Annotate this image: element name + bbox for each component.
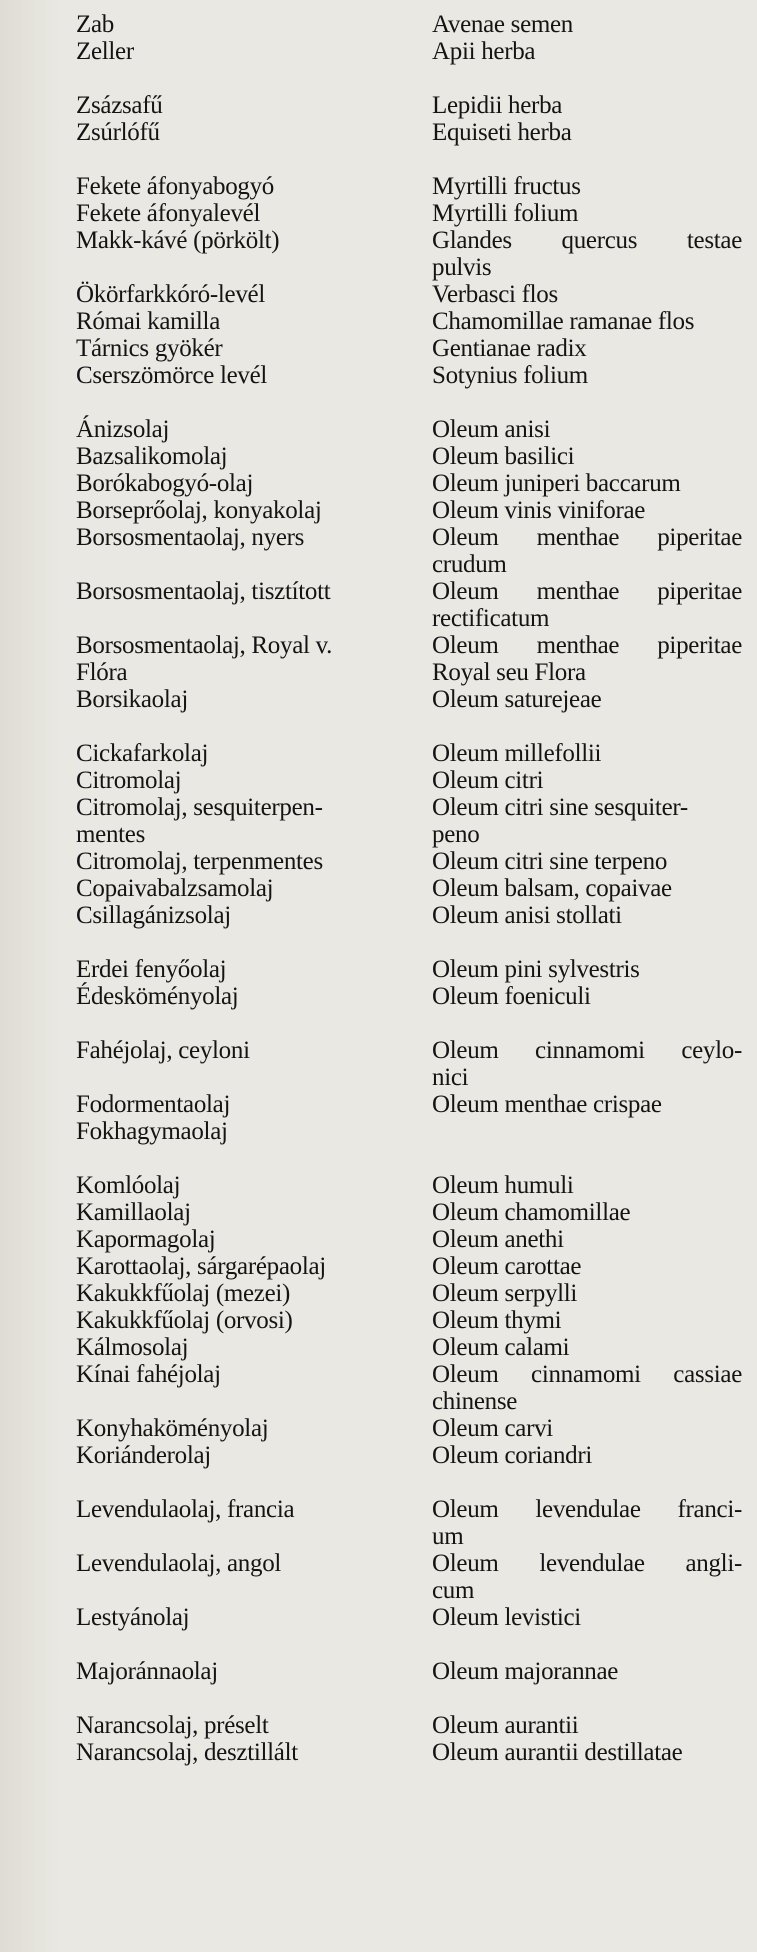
list-item-continuation: cum [432, 1577, 475, 1604]
list-item [432, 578, 742, 605]
list-item: Oleum foeniculi [432, 983, 591, 1010]
list-item: Zeller [76, 38, 134, 65]
list-item: Borsosmentaolaj, Royal v. [76, 632, 333, 659]
list-item [432, 1037, 742, 1064]
word: angli- [685, 1550, 742, 1577]
list-item: Borókabogyó-olaj [76, 470, 254, 497]
list-item: Avenae semen [432, 11, 574, 38]
list-item: Borsosmentaolaj, nyers [76, 524, 305, 551]
list-item: Zab [76, 11, 114, 38]
list-item: Tárnics gyökér [76, 335, 223, 362]
list-item [432, 524, 742, 551]
list-item: Apii herba [432, 38, 536, 65]
word: Oleum [432, 578, 499, 605]
list-item: Erdei fenyőolaj [76, 956, 227, 983]
list-item: Borseprőolaj, konyakolaj [76, 497, 322, 524]
list-item: Chamomillae ramanae flos [432, 308, 695, 335]
list-item-continuation: rectificatum [432, 605, 550, 632]
spacer [76, 254, 416, 281]
spacer [76, 1388, 416, 1415]
list-item: Koriánderolaj [76, 1442, 211, 1469]
list-item: Oleum anisi stollati [432, 902, 622, 929]
list-item [432, 632, 742, 659]
word: ceylo- [681, 1037, 742, 1064]
list-item: Kakukkfűolaj (mezei) [76, 1280, 291, 1307]
list-item: Myrtilli folium [432, 200, 579, 227]
list-item: Borsosmentaolaj, tisztított [76, 578, 331, 605]
list-item: Oleum thymi [432, 1307, 562, 1334]
word: levendulae [535, 1496, 641, 1523]
page-edge-shadow [0, 0, 60, 1952]
spacer [76, 1631, 416, 1658]
list-item-continuation: nici [432, 1064, 469, 1091]
list-item: Myrtilli fructus [432, 173, 581, 200]
word: quercus [561, 227, 638, 254]
spacer [76, 1145, 416, 1172]
list-item-continuation: um [432, 1523, 464, 1550]
spacer [76, 713, 416, 740]
list-item: Oleum balsam, copaivae [432, 875, 672, 902]
list-item: Oleum calami [432, 1334, 570, 1361]
list-item: Oleum anisi [432, 416, 551, 443]
word: Oleum [432, 1496, 499, 1523]
list-item: Fodormentaolaj [76, 1091, 231, 1118]
list-item: Cickafarkolaj [76, 740, 209, 767]
word: menthae [536, 578, 620, 605]
word: cinnamomi [535, 1037, 645, 1064]
list-item: Bazsalikomolaj [76, 443, 228, 470]
list-item: Makk-kávé (pörkölt) [76, 227, 280, 254]
list-item: Levendulaolaj, angol [76, 1550, 282, 1577]
spacer [432, 1685, 742, 1712]
list-item: Kínai fahéjolaj [76, 1361, 221, 1388]
list-item-continuation: peno [432, 821, 480, 848]
list-item: Konyhaköményolaj [76, 1415, 269, 1442]
list-item [432, 1550, 742, 1577]
spacer [432, 1469, 742, 1496]
word: Oleum [432, 1361, 499, 1388]
list-item: Citromolaj [76, 767, 182, 794]
list-item-continuation: chinense [432, 1388, 518, 1415]
spacer [432, 1010, 742, 1037]
word: Oleum [432, 632, 499, 659]
list-item: Oleum aurantii destillatae [432, 1739, 683, 1766]
list-item: Komlóolaj [76, 1172, 181, 1199]
list-item-continuation: Royal seu Flora [432, 659, 586, 686]
list-item: Cserszömörce levél [76, 362, 268, 389]
list-item: Oleum millefollii [432, 740, 602, 767]
list-item: Kakukkfűolaj (orvosi) [76, 1307, 293, 1334]
spacer [76, 1685, 416, 1712]
list-item: Fokhagymaolaj [76, 1118, 228, 1145]
list-item [432, 1496, 742, 1523]
list-item: Oleum aurantii [432, 1712, 579, 1739]
word: piperitae [657, 578, 742, 605]
list-item: Majoránnaolaj [76, 1658, 218, 1685]
list-item: Oleum citri sine sesquiter- [432, 794, 688, 821]
list-item: Kálmosolaj [76, 1334, 189, 1361]
list-item: Verbasci flos [432, 281, 558, 308]
list-item: Fekete áfonyalevél [76, 200, 261, 227]
list-item: Fahéjolaj, ceyloni [76, 1037, 250, 1064]
list-item: Zsúrlófű [76, 119, 160, 146]
list-item: Citromolaj, sesquiterpen- [76, 794, 323, 821]
list-item: Oleum anethi [432, 1226, 564, 1253]
spacer [76, 1469, 416, 1496]
list-item: Édesköményolaj [76, 983, 239, 1010]
spacer [76, 605, 416, 632]
spacer [76, 1010, 416, 1037]
spacer [76, 929, 416, 956]
list-item: Karottaolaj, sárgarépaolaj [76, 1253, 326, 1280]
hungarian-names-column [76, 11, 416, 1766]
spacer [432, 146, 742, 173]
list-item: Oleum humuli [432, 1172, 574, 1199]
list-item: Fekete áfonyabogyó [76, 173, 275, 200]
list-item: Ökörfarkkóró-levél [76, 281, 265, 308]
word: menthae [536, 632, 620, 659]
list-item: Borsikaolaj [76, 686, 188, 713]
list-item: Copaivabalzsamolaj [76, 875, 274, 902]
list-item: Oleum carvi [432, 1415, 553, 1442]
list-item: Oleum pini sylvestris [432, 956, 640, 983]
list-item: Kapormagolaj [76, 1226, 216, 1253]
list-item: Zsázsafű [76, 92, 163, 119]
list-item: Római kamilla [76, 308, 220, 335]
latin-names-column [432, 11, 742, 1766]
list-item: Levendulaolaj, francia [76, 1496, 295, 1523]
word: levendulae [539, 1550, 645, 1577]
list-item: Oleum basilici [432, 443, 575, 470]
word: testae [686, 227, 742, 254]
word: Oleum [432, 1550, 499, 1577]
spacer [76, 389, 416, 416]
spacer [432, 1631, 742, 1658]
spacer [432, 1118, 742, 1145]
word: Oleum [432, 524, 499, 551]
list-item: Oleum majorannae [432, 1658, 619, 1685]
spacer [76, 1064, 416, 1091]
list-item: Oleum levistici [432, 1604, 581, 1631]
list-item: Narancsolaj, préselt [76, 1712, 269, 1739]
spacer [432, 1145, 742, 1172]
list-item [432, 1361, 742, 1388]
spacer [76, 146, 416, 173]
word: cassiae [673, 1361, 742, 1388]
spacer [432, 65, 742, 92]
list-item-continuation: crudum [432, 551, 507, 578]
word: piperitae [657, 632, 742, 659]
list-item: Oleum serpylli [432, 1280, 578, 1307]
list-item: Sotynius folium [432, 362, 588, 389]
list-item: Oleum coriandri [432, 1442, 593, 1469]
list-item: Oleum chamomillae [432, 1199, 631, 1226]
spacer [76, 1523, 416, 1550]
list-item: Citromolaj, terpenmentes [76, 848, 323, 875]
list-item: Oleum carottae [432, 1253, 582, 1280]
list-item: Oleum vinis viniforae [432, 497, 646, 524]
word: Glandes [432, 227, 512, 254]
list-item: Ánizsolaj [76, 416, 170, 443]
list-item: Lepidii herba [432, 92, 563, 119]
list-item: mentes [76, 821, 146, 848]
list-item: Oleum saturejeae [432, 686, 602, 713]
spacer [432, 389, 742, 416]
spacer [432, 713, 742, 740]
word: piperitae [657, 524, 742, 551]
list-item: Csillagánizsolaj [76, 902, 231, 929]
spacer [432, 929, 742, 956]
list-item: Oleum menthae crispae [432, 1091, 662, 1118]
spacer [76, 65, 416, 92]
list-item: Equiseti herba [432, 119, 572, 146]
list-item: Kamillaolaj [76, 1199, 191, 1226]
word: franci- [677, 1496, 742, 1523]
list-item: Gentianae radix [432, 335, 587, 362]
word: Oleum [432, 1037, 499, 1064]
list-item: Oleum citri sine terpeno [432, 848, 668, 875]
word: cinnamomi [531, 1361, 641, 1388]
list-item [432, 227, 742, 254]
spacer [76, 1577, 416, 1604]
list-item: Narancsolaj, desztillált [76, 1739, 298, 1766]
list-item: Oleum juniperi baccarum [432, 470, 681, 497]
spacer [76, 551, 416, 578]
list-item: Oleum citri [432, 767, 544, 794]
word: menthae [536, 524, 620, 551]
list-item: Lestyánolaj [76, 1604, 190, 1631]
list-item-continuation: pulvis [432, 254, 492, 281]
list-item: Flóra [76, 659, 128, 686]
